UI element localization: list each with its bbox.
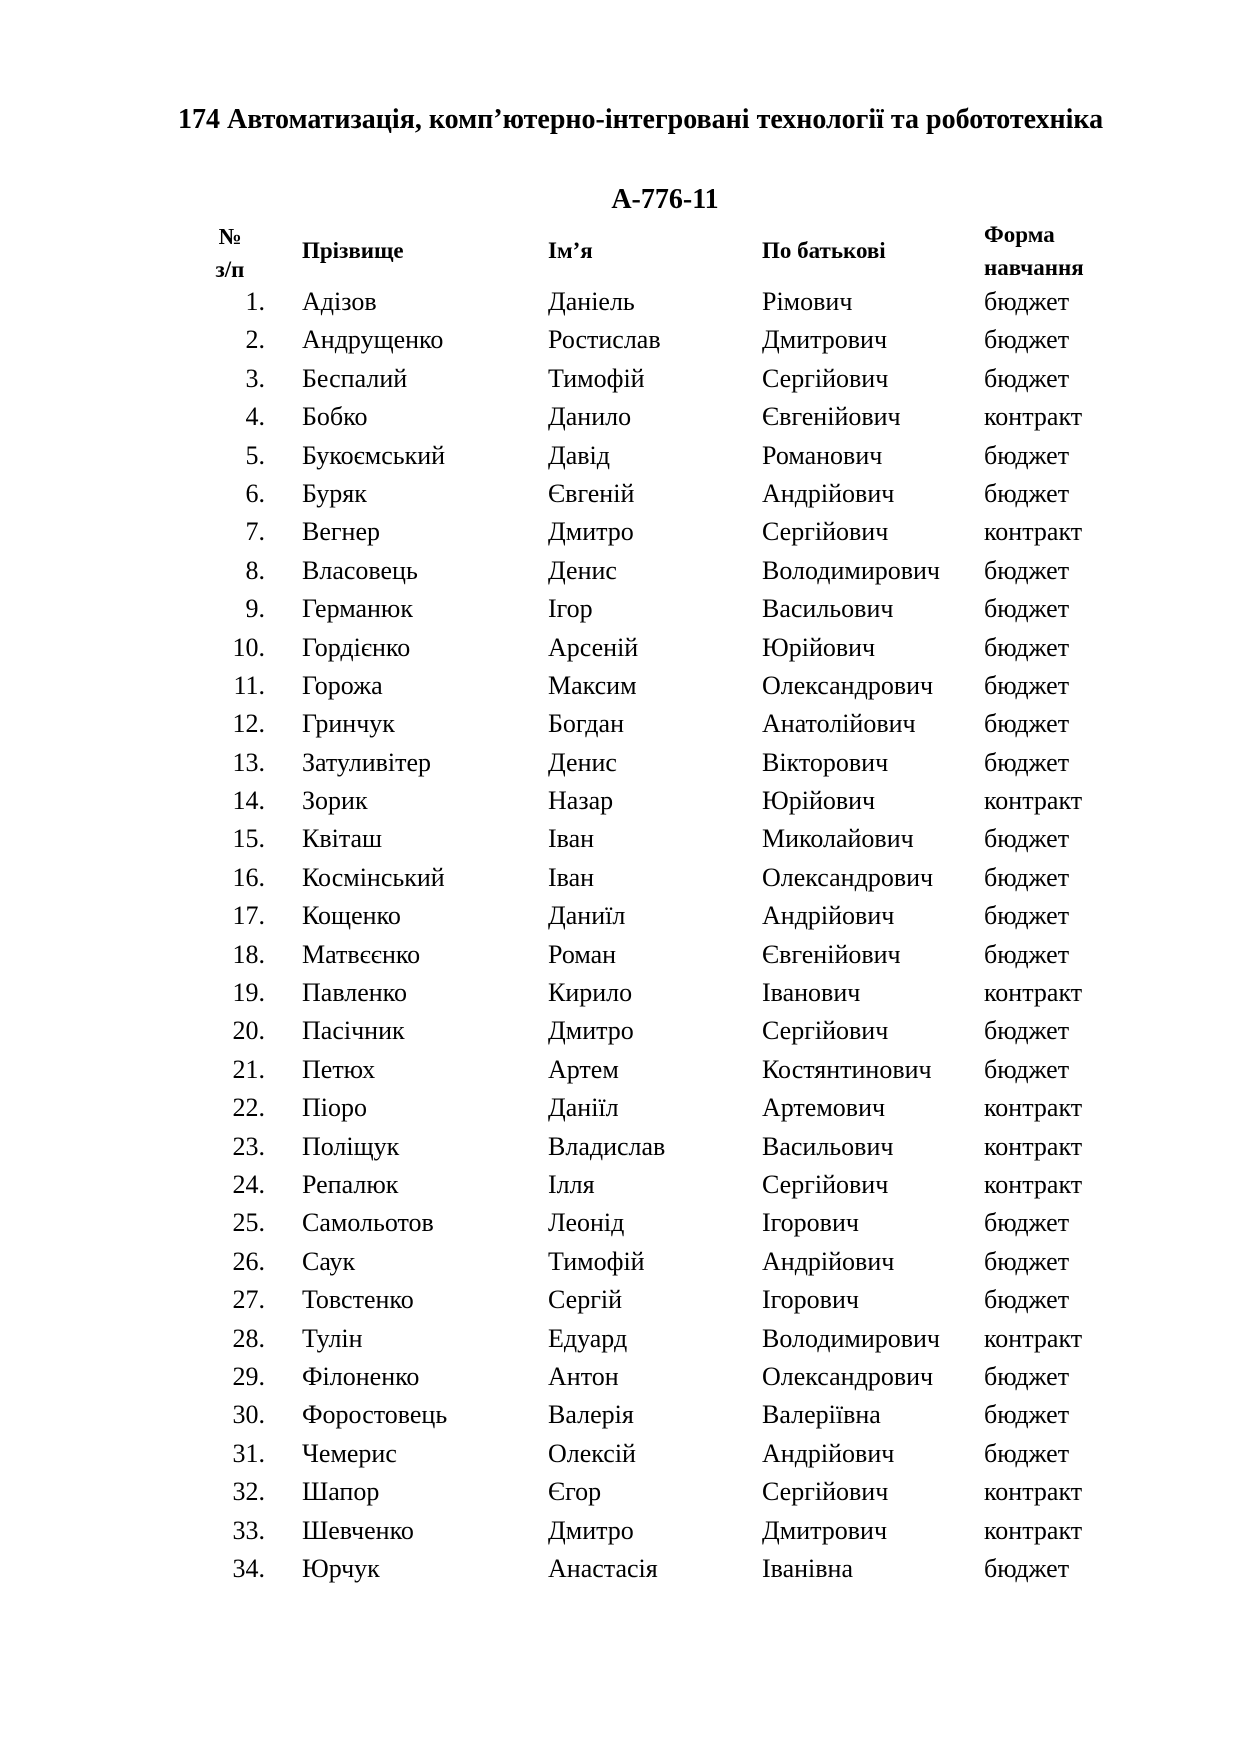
table-row (0, 820, 1241, 858)
row-patronymic: Миколайович (762, 824, 914, 854)
row-name: Леонід (548, 1208, 625, 1238)
table-row (0, 629, 1241, 667)
row-study-form: контракт (984, 1477, 1083, 1507)
row-surname: Гринчук (302, 709, 395, 739)
row-patronymic: Євгенійович (762, 939, 901, 969)
row-study-form: контракт (984, 1131, 1083, 1161)
row-study-form: бюджет (984, 824, 1070, 854)
row-number: 33. (232, 1515, 265, 1545)
row-number: 6. (245, 478, 265, 508)
row-study-form: бюджет (984, 747, 1070, 777)
table-row (0, 705, 1241, 743)
row-study-form: бюджет (984, 670, 1070, 700)
row-surname: Андрущенко (302, 325, 444, 355)
header-patronymic: По батькові (762, 238, 886, 263)
row-surname: Чемерис (302, 1438, 397, 1468)
table-row (0, 1320, 1241, 1358)
row-name: Даніїл (548, 1093, 619, 1123)
header-number-line1: № (218, 224, 242, 249)
row-number: 5. (245, 440, 265, 470)
row-patronymic: Сергійович (762, 1477, 889, 1507)
row-study-form: контракт (984, 517, 1083, 547)
row-patronymic: Сергійович (762, 363, 889, 393)
row-patronymic: Васильович (762, 594, 894, 624)
row-study-form: бюджет (984, 939, 1070, 969)
row-surname: Павленко (302, 978, 407, 1008)
row-study-form: бюджет (984, 632, 1070, 662)
row-name: Арсеній (548, 632, 639, 662)
table-row (0, 1358, 1241, 1396)
row-patronymic: Юрійович (762, 786, 876, 816)
row-surname: Квіташ (302, 824, 383, 854)
row-study-form: бюджет (984, 1054, 1070, 1084)
row-surname: Саук (302, 1246, 356, 1276)
row-study-form: бюджет (984, 594, 1070, 624)
row-number: 32. (232, 1477, 265, 1507)
row-name: Артем (548, 1054, 619, 1084)
row-name: Сергій (548, 1285, 623, 1315)
row-patronymic: Анатолійович (762, 709, 916, 739)
table-row (0, 936, 1241, 974)
row-number: 27. (232, 1285, 265, 1315)
row-name: Ілля (548, 1169, 595, 1199)
row-patronymic: Юрійович (762, 632, 876, 662)
row-number: 2. (245, 325, 265, 355)
table-row (0, 1281, 1241, 1319)
row-number: 13. (232, 747, 265, 777)
row-surname: Шапор (302, 1477, 380, 1507)
row-study-form: бюджет (984, 709, 1070, 739)
row-patronymic: Іванович (762, 978, 861, 1008)
row-patronymic: Васильович (762, 1131, 894, 1161)
table-row (0, 1012, 1241, 1050)
row-number: 15. (232, 824, 265, 854)
row-patronymic: Дмитрович (762, 1515, 888, 1545)
row-name: Тимофій (548, 1246, 645, 1276)
row-study-form: бюджет (984, 1400, 1070, 1430)
row-patronymic: Костянтинович (762, 1054, 932, 1084)
row-name: Ігор (548, 594, 593, 624)
row-name: Денис (548, 555, 617, 585)
row-study-form: бюджет (984, 1246, 1070, 1276)
row-name: Олексій (548, 1438, 636, 1468)
row-name: Єгор (548, 1477, 602, 1507)
row-name: Євгеній (548, 478, 635, 508)
row-study-form: бюджет (984, 862, 1070, 892)
row-study-form: бюджет (984, 1553, 1070, 1583)
group-code: А-776-11 (611, 184, 719, 215)
row-study-form: бюджет (984, 287, 1070, 316)
header-number-line2: з/п (215, 257, 245, 282)
row-number: 30. (232, 1400, 265, 1430)
row-name: Даниїл (548, 901, 626, 931)
row-patronymic: Євгенійович (762, 402, 901, 432)
table-row (0, 1243, 1241, 1281)
row-patronymic: Дмитрович (762, 325, 888, 355)
table-row (0, 667, 1241, 705)
row-surname: Буряк (302, 478, 367, 508)
header-number (205, 220, 255, 286)
row-patronymic: Вікторович (762, 747, 889, 777)
row-name: Іван (548, 862, 595, 892)
row-surname: Власовець (302, 555, 418, 585)
row-patronymic: Андрійович (762, 478, 895, 508)
row-number: 14. (232, 786, 265, 816)
row-number: 11. (233, 670, 265, 700)
row-surname: Пасічник (302, 1016, 405, 1046)
row-number: 1. (245, 287, 265, 316)
row-study-form: контракт (984, 978, 1083, 1008)
row-study-form: бюджет (984, 325, 1070, 355)
row-study-form: бюджет (984, 1016, 1070, 1046)
table-row (0, 513, 1241, 551)
table-row (0, 590, 1241, 628)
row-surname: Матвєєнко (302, 939, 421, 969)
row-study-form: контракт (984, 1169, 1083, 1199)
row-name: Іван (548, 824, 595, 854)
row-study-form: бюджет (984, 440, 1070, 470)
table-row (0, 782, 1241, 820)
row-patronymic: Іванівна (762, 1553, 853, 1583)
row-name: Максим (548, 670, 637, 700)
table-row (0, 1128, 1241, 1166)
row-patronymic: Андрійович (762, 1438, 895, 1468)
row-name: Едуард (548, 1323, 628, 1353)
row-name: Данило (548, 402, 632, 432)
row-surname: Гордієнко (302, 632, 411, 662)
row-name: Дмитро (548, 517, 634, 547)
row-name: Денис (548, 747, 617, 777)
row-study-form: контракт (984, 1515, 1083, 1545)
row-surname: Затуливітер (302, 747, 432, 777)
row-name: Владислав (548, 1131, 666, 1161)
row-surname: Поліщук (302, 1131, 400, 1161)
row-study-form: контракт (984, 786, 1083, 816)
table-row (0, 1396, 1241, 1434)
table-row (0, 1204, 1241, 1242)
row-number: 20. (232, 1016, 265, 1046)
row-surname: Горожа (302, 670, 383, 700)
row-study-form: бюджет (984, 1361, 1070, 1391)
row-study-form: бюджет (984, 555, 1070, 585)
row-surname: Зорик (302, 786, 368, 816)
row-surname: Вегнер (302, 517, 380, 547)
row-name: Кирило (548, 978, 633, 1008)
row-study-form: контракт (984, 1093, 1083, 1123)
row-name: Валерія (548, 1400, 634, 1430)
row-patronymic: Валеріївна (762, 1400, 881, 1430)
table-row (0, 1550, 1241, 1588)
row-surname: Бобко (302, 402, 368, 432)
row-patronymic: Сергійович (762, 517, 889, 547)
row-surname: Кощенко (302, 901, 401, 931)
row-patronymic: Андрійович (762, 901, 895, 931)
row-patronymic: Романович (762, 440, 883, 470)
row-study-form: бюджет (984, 901, 1070, 931)
row-study-form: контракт (984, 1323, 1083, 1353)
header-study-form (984, 218, 1084, 284)
header-study-form-line1: Форма (984, 222, 1055, 247)
row-name: Анастасія (548, 1553, 658, 1583)
table-row (0, 1051, 1241, 1089)
row-patronymic: Ігорович (762, 1208, 859, 1238)
row-patronymic: Олександрович (762, 670, 934, 700)
table-row (0, 360, 1241, 398)
row-surname: Германюк (302, 594, 413, 624)
row-surname: Юрчук (302, 1553, 380, 1583)
row-number: 18. (232, 939, 265, 969)
row-number: 10. (232, 632, 265, 662)
row-name: Роман (548, 939, 617, 969)
table-row (0, 1473, 1241, 1511)
row-study-form: бюджет (984, 363, 1070, 393)
row-patronymic: Олександрович (762, 862, 934, 892)
row-number: 23. (232, 1131, 265, 1161)
table-row (0, 1166, 1241, 1204)
header-name: Ім’я (548, 238, 593, 263)
row-patronymic: Олександрович (762, 1361, 934, 1391)
row-surname: Космінський (302, 862, 445, 892)
row-surname: Товстенко (302, 1285, 414, 1315)
table-row (0, 974, 1241, 1012)
table-row (0, 552, 1241, 590)
row-name: Даніель (548, 287, 635, 316)
row-patronymic: Володимирович (762, 1323, 941, 1353)
row-number: 29. (232, 1361, 265, 1391)
row-study-form: контракт (984, 402, 1083, 432)
row-number: 17. (232, 901, 265, 931)
row-patronymic: Володимирович (762, 555, 941, 585)
row-name: Ростислав (548, 325, 661, 355)
row-number: 19. (232, 978, 265, 1008)
row-number: 22. (232, 1093, 265, 1123)
row-name: Тимофій (548, 363, 645, 393)
table-row (0, 398, 1241, 436)
row-number: 12. (232, 709, 265, 739)
row-patronymic: Рімович (762, 287, 853, 316)
table-row (0, 475, 1241, 513)
row-number: 24. (232, 1169, 265, 1199)
row-name: Антон (548, 1361, 619, 1391)
row-patronymic: Сергійович (762, 1169, 889, 1199)
row-number: 8. (245, 555, 265, 585)
row-name: Назар (548, 786, 614, 816)
table-row (0, 1435, 1241, 1473)
row-number: 31. (232, 1438, 265, 1468)
row-number: 28. (232, 1323, 265, 1353)
row-surname: Філоненко (302, 1361, 420, 1391)
table-row (0, 859, 1241, 897)
row-number: 9. (245, 594, 265, 624)
row-surname: Тулін (302, 1323, 363, 1353)
row-number: 3. (245, 363, 265, 393)
row-number: 16. (232, 862, 265, 892)
row-patronymic: Сергійович (762, 1016, 889, 1046)
table-row (0, 283, 1241, 321)
row-number: 21. (232, 1054, 265, 1084)
row-study-form: бюджет (984, 1438, 1070, 1468)
row-patronymic: Андрійович (762, 1246, 895, 1276)
row-name: Дмитро (548, 1016, 634, 1046)
row-number: 26. (232, 1246, 265, 1276)
row-number: 7. (245, 517, 265, 547)
row-surname: Репалюк (302, 1169, 399, 1199)
row-surname: Беспалий (302, 363, 408, 393)
student-list (0, 283, 1241, 1588)
row-name: Давід (548, 440, 611, 470)
row-surname: Шевченко (302, 1515, 414, 1545)
row-name: Дмитро (548, 1515, 634, 1545)
row-study-form: бюджет (984, 1208, 1070, 1238)
row-study-form: бюджет (984, 478, 1070, 508)
row-number: 4. (245, 402, 265, 432)
table-row (0, 897, 1241, 935)
row-surname: Петюх (302, 1054, 376, 1084)
table-row (0, 437, 1241, 475)
table-row (0, 1512, 1241, 1550)
row-study-form: бюджет (984, 1285, 1070, 1315)
table-row (0, 1089, 1241, 1127)
row-surname: Адізов (302, 287, 377, 316)
row-patronymic: Ігорович (762, 1285, 859, 1315)
table-row (0, 744, 1241, 782)
row-name: Богдан (548, 709, 624, 739)
row-patronymic: Артемович (762, 1093, 886, 1123)
row-number: 34. (232, 1553, 265, 1583)
row-number: 25. (232, 1208, 265, 1238)
header-study-form-line2: навчання (984, 255, 1084, 280)
table-row (0, 321, 1241, 359)
row-surname: Букоємський (302, 440, 446, 470)
row-surname: Форостовець (302, 1400, 448, 1430)
document-title: 174 Автоматизація, комп’ютерно-інтегровані технології та робототехніка (178, 104, 1104, 135)
row-surname: Піоро (302, 1093, 367, 1123)
header-surname: Прізвище (302, 238, 404, 263)
row-surname: Самольотов (302, 1208, 434, 1238)
